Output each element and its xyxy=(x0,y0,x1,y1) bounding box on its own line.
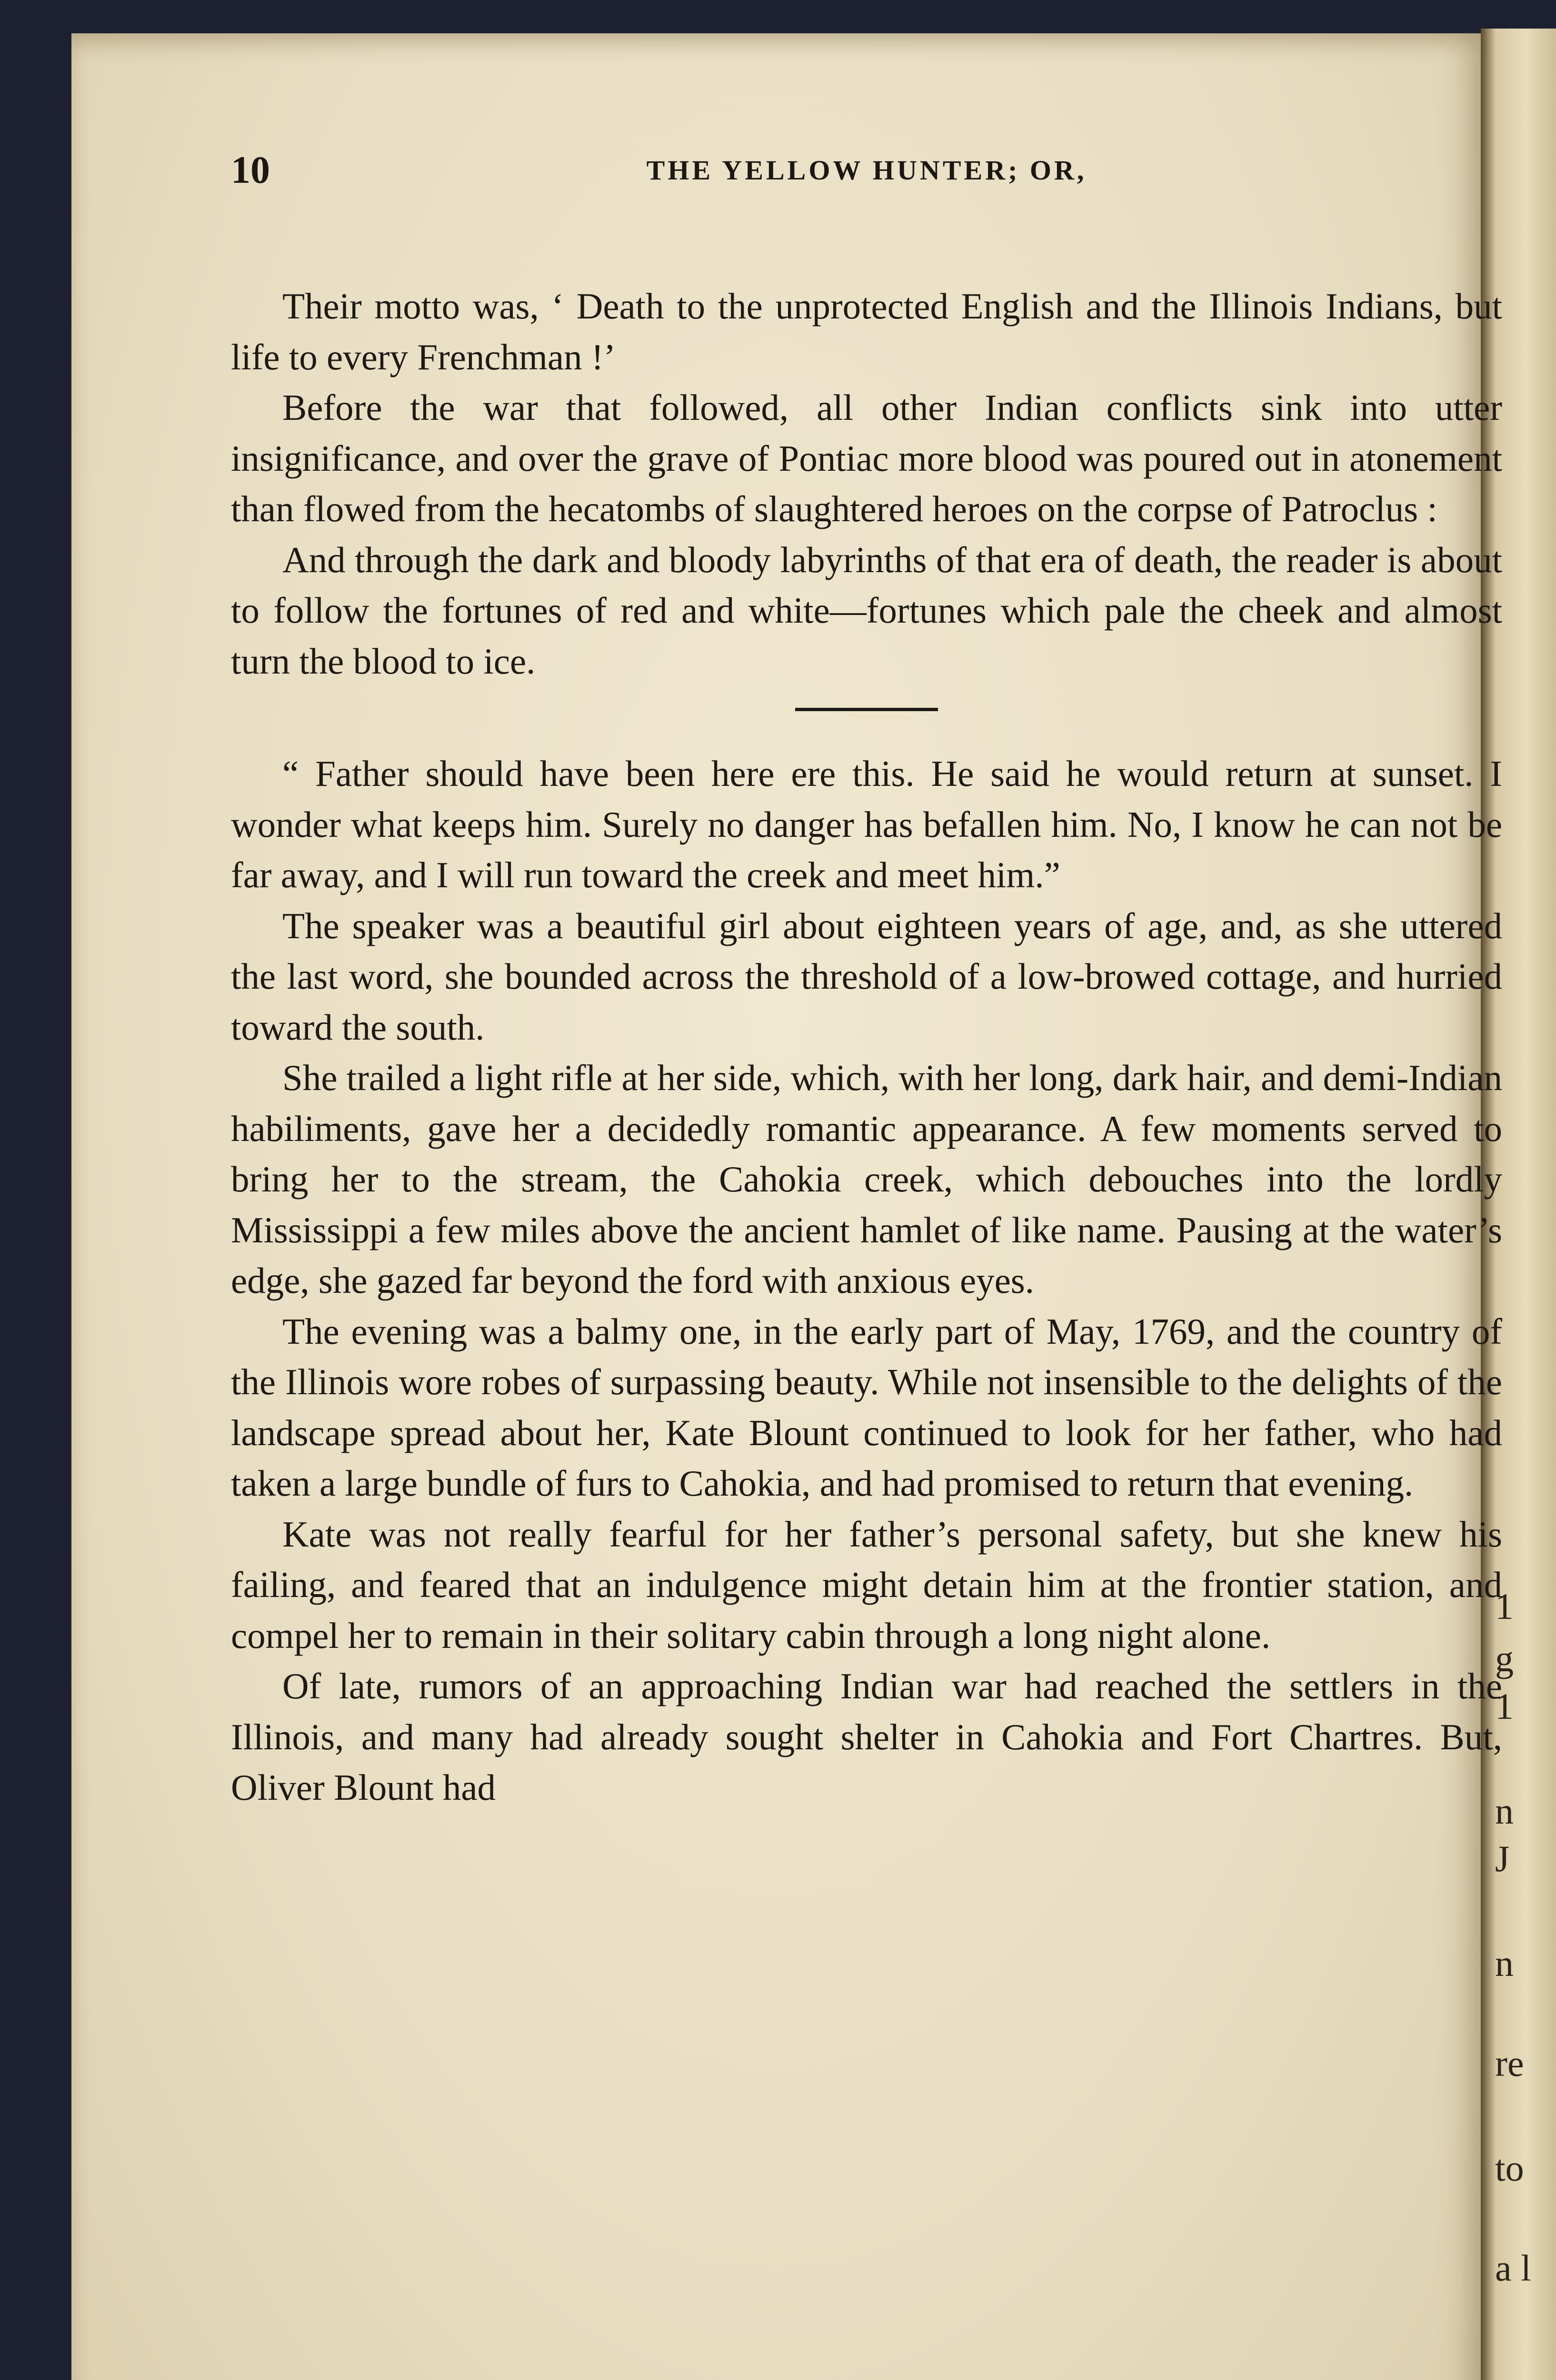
fragment-text: 1 xyxy=(1495,1586,1514,1627)
paragraph: Their motto was, ‘ Death to the unprotected English and the Illinois Indians, but life to every Frenchman !’ xyxy=(231,286,1502,377)
running-head: THE YELLOW HUNTER; OR, xyxy=(646,155,1087,186)
page-number: 10 xyxy=(231,148,270,191)
fragment-text: n xyxy=(1495,1790,1514,1832)
fragment-text: to xyxy=(1495,2147,1524,2189)
paragraph: The speaker was a beautiful girl about eighteen years of age, and, as she uttered the last word, she bounded across the threshold of a low-browed cottage, and hurried toward the south. xyxy=(231,905,1502,1048)
paragraph: She trailed a light rifle at her side, which, with her long, dark hair, and demi-Indian habiliments, gave her a decidedly romantic appearance. A few moments served to bring her to the stream, the Cahokia creek, which debouches into the lordly Mississippi a few miles above the ancient hamlet of like name. Pausing at the water’s edge, she gazed far beyond the ford with anxious eyes. xyxy=(231,1057,1502,1301)
paragraph: “ Father should have been here ere this. He said he would return at sunset. I wonder what keeps him. Surely no danger has befallen him. No, I know he can not be far away, and I will run toward the creek and meet him.” xyxy=(231,753,1502,895)
page-header xyxy=(231,148,1502,205)
adjacent-page-fragments xyxy=(1495,0,1556,2380)
paragraph: Before the war that followed, all other Indian conflicts sink into utter insignificance, and over the grave of Pontiac more blood was poured out in atonement than flowed from the hecatombs of slaughtered heroes on the corpse of Patroclus : xyxy=(231,387,1502,529)
fragment-text: g xyxy=(1495,1638,1514,1679)
book-page xyxy=(71,33,1502,2380)
paragraph: The evening was a balmy one, in the early part of May, 1769, and the country of the Illinois wore robes of surpassing beauty. While not insensible to the delights of the landscape spread about her, Kate Blount continued to look for her father, who had taken a large bundle of furs to Cahokia, and had promised to return that evening. xyxy=(231,1310,1502,1504)
paragraph: And through the dark and bloody labyrinths of that era of death, the reader is about to follow the fortunes of red and white—fortunes which pale the cheek and almost turn the blood to ice. xyxy=(231,539,1502,682)
fragment-text: J xyxy=(1495,1838,1510,1879)
section-divider xyxy=(795,708,938,711)
paragraph: Of late, rumors of an approaching Indian war had reached the settlers in the Illinois, and many had already sought shelter in Cahokia and Fort Chartres. But, Oliver Blount had xyxy=(231,1666,1502,1808)
fragment-text: n xyxy=(1495,1943,1514,1984)
fragment-text: 1 xyxy=(1495,1686,1514,1727)
fragment-text: a l xyxy=(1495,2247,1531,2289)
fragment-text: re xyxy=(1495,2043,1524,2084)
body-text xyxy=(231,281,1502,1813)
paragraph: Kate was not really fearful for her father’s personal safety, but she knew his failing, and feared that an indulgence might detain him at the frontier station, and compel her to remain in their solitary cabin through a long night alone. xyxy=(231,1513,1502,1656)
